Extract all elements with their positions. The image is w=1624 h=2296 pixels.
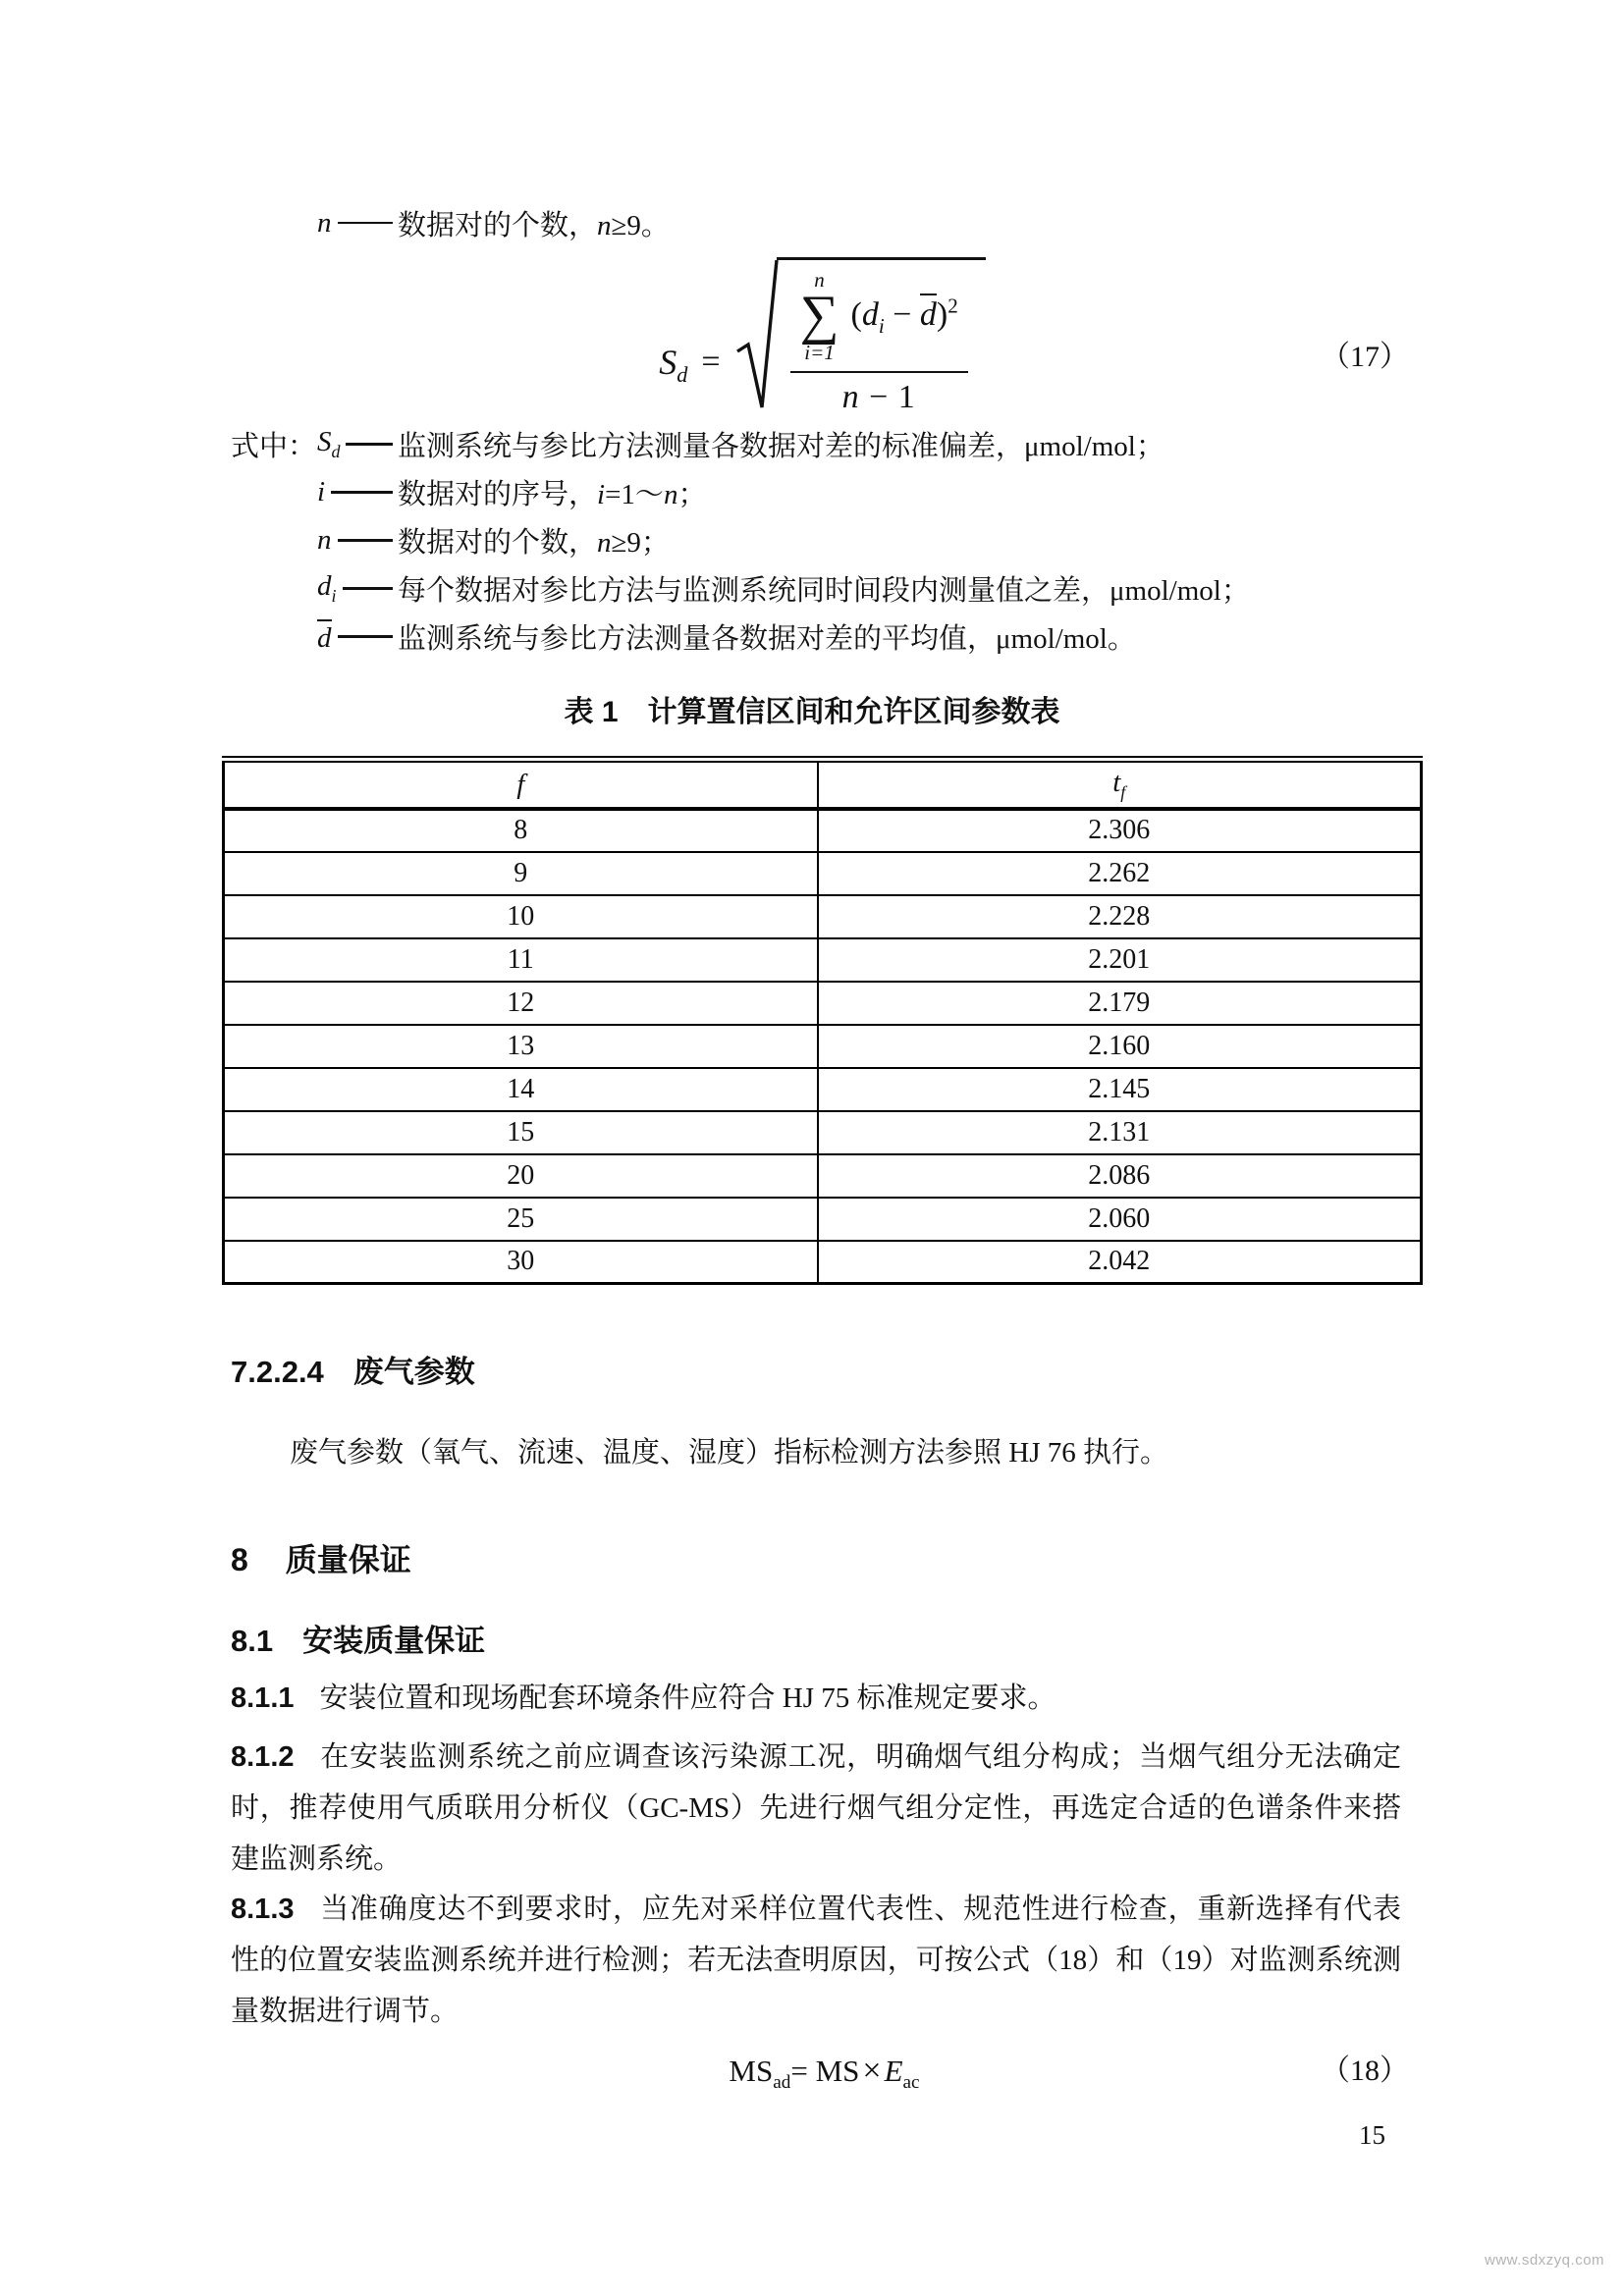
section-number: 8	[231, 1542, 248, 1577]
cell-f: 10	[224, 895, 818, 938]
table-row	[224, 809, 1422, 852]
table-1	[222, 756, 1423, 1285]
cell-tf: 2.228	[818, 895, 1422, 938]
cell-f: 14	[224, 1068, 818, 1111]
definition-lead	[317, 570, 398, 607]
where-row	[231, 516, 1468, 564]
definition-text: 监测系统与参比方法测量各数据对差的平均值，μmol/mol。	[398, 623, 1136, 655]
fraction-denominator: n − 1	[841, 378, 916, 415]
section-title: 安装质量保证	[302, 1624, 486, 1658]
definition-lead	[317, 207, 398, 240]
cell-f: 11	[224, 938, 818, 982]
clause-text: 在安装监测系统之前应调查该污染源工况，明确烟气组分构成；当烟气组分无法确定时，推荐使用气质联用分析仪（GC-MS）先进行烟气组分定性，再选定合适的色谱条件来搭建监测系统。	[231, 1741, 1401, 1875]
column-header-tf: $t_f$	[818, 760, 1422, 809]
cell-tf: 2.201	[818, 938, 1422, 982]
definition-text: 数据对的个数，n≥9。	[398, 209, 670, 241]
table-row	[224, 1154, 1422, 1198]
definition-text: 数据对的序号，i=1～n；	[398, 479, 707, 510]
clause-8-1-1	[231, 1677, 1056, 1720]
clause-8-1-2	[231, 1732, 1401, 1885]
page-number: 15	[1359, 2120, 1385, 2150]
where-row	[231, 468, 1468, 516]
definition-text: 监测系统与参比方法测量各数据对差的标准偏差，μmol/mol；	[398, 431, 1164, 462]
where-row	[231, 564, 1468, 613]
fraction-numerator	[790, 270, 968, 373]
section-title: 废气参数	[352, 1355, 475, 1389]
cell-f: 25	[224, 1198, 818, 1241]
sum-upper-limit: n	[814, 268, 825, 292]
cell-tf: 2.306	[818, 809, 1422, 852]
definition-text: 数据对的个数，n≥9；	[398, 527, 670, 559]
cell-f: 30	[224, 1241, 818, 1284]
clause-text: 当准确度达不到要求时，应先对采样位置代表性、规范性进行检查，重新选择有代表性的位置安装监测系统并进行检测；若无法查明原因，可按公式（18）和（19）对监测系统测量数据进行调节。	[231, 1894, 1401, 2027]
square-root	[734, 257, 986, 416]
radical-sign-icon	[734, 257, 780, 414]
table-row	[224, 1025, 1422, 1068]
squared-term: $(d_i - d)^2$	[850, 294, 958, 339]
cell-f: 20	[224, 1154, 818, 1198]
table-header-row	[224, 760, 1422, 809]
dash-line	[346, 443, 393, 446]
formula-18-body: $MS_{ad}= MS\times E_{ac}$	[729, 2053, 920, 2094]
summation-symbol	[800, 270, 839, 363]
definition-lead	[317, 476, 398, 508]
table-row	[224, 982, 1422, 1025]
fraction	[790, 270, 968, 416]
cell-tf: 2.179	[818, 982, 1422, 1025]
table-body	[224, 809, 1422, 1284]
cell-tf: 2.060	[818, 1198, 1422, 1241]
table-row	[224, 852, 1422, 895]
clause-text: 安装位置和现场配套环境条件应符合 HJ 75 标准规定要求。	[319, 1682, 1056, 1714]
cell-tf: 2.131	[818, 1111, 1422, 1154]
definition-symbol: n	[317, 524, 332, 556]
cell-tf: 2.262	[818, 852, 1422, 895]
sigma-icon: ∑	[799, 285, 839, 346]
radicand	[777, 257, 986, 416]
table-row	[224, 1068, 1422, 1111]
dash-line	[331, 491, 393, 494]
definition-symbol: i	[317, 476, 326, 507]
definition-lead	[317, 619, 398, 655]
formula-number: （18）	[1321, 2055, 1409, 2087]
equals-sign: =	[701, 344, 721, 380]
definition-symbol: n	[317, 206, 332, 239]
table-row	[224, 1198, 1422, 1241]
definition-text: 每个数据对参比方法与监测系统同时间段内测量值之差，μmol/mol；	[398, 575, 1250, 607]
cell-f: 9	[224, 852, 818, 895]
section-number: 8.1	[231, 1624, 274, 1658]
where-row	[231, 420, 1468, 468]
table-row	[224, 1111, 1422, 1154]
cell-f: 8	[224, 809, 818, 852]
cell-tf: 2.042	[818, 1241, 1422, 1284]
cell-f: 13	[224, 1025, 818, 1068]
multiplication-sign: ×	[862, 2053, 882, 2089]
dash-line	[338, 539, 394, 542]
formula-17	[231, 257, 1409, 426]
formula-17-lhs: $S_d$	[659, 343, 688, 388]
where-block	[231, 420, 1468, 661]
where-label: 式中：	[231, 431, 317, 462]
definition-lead	[317, 426, 398, 462]
formula-17-body	[659, 257, 986, 416]
clause-8-1-3	[231, 1884, 1401, 2037]
section-heading-8-1	[231, 1622, 485, 1661]
sum-lower-limit: i=1	[804, 340, 835, 364]
cell-tf: 2.160	[818, 1025, 1422, 1068]
clause-number: 8.1.2	[231, 1741, 295, 1773]
cell-f: 12	[224, 982, 818, 1025]
column-header-f: f	[224, 760, 818, 809]
formula-18	[231, 2048, 1409, 2095]
dash-line	[338, 635, 394, 638]
where-row	[231, 613, 1468, 661]
section-heading-7-2-2-4	[231, 1353, 475, 1392]
table-1-caption: 表 1 计算置信区间和允许区间参数表	[564, 696, 1060, 728]
dash-line	[338, 222, 394, 225]
definition-lead	[317, 524, 398, 557]
section-heading-8	[231, 1539, 411, 1580]
table-row	[224, 895, 1422, 938]
section-number: 7.2.2.4	[231, 1355, 324, 1389]
paragraph-7-2-2-4: 废气参数（氧气、流速、温度、湿度）指标检测方法参照 HJ 76 执行。	[290, 1437, 1168, 1468]
intro-line	[317, 201, 670, 244]
section-title: 质量保证	[285, 1542, 411, 1577]
formula-number: （17）	[1321, 341, 1409, 373]
cell-tf: 2.145	[818, 1068, 1422, 1111]
definition-symbol: $S_d$	[317, 426, 341, 461]
table-row	[224, 938, 1422, 982]
clause-number: 8.1.1	[231, 1682, 295, 1714]
watermark: www.sdxzyq.com	[1485, 2252, 1605, 2269]
cell-f: 15	[224, 1111, 818, 1154]
dash-line	[343, 587, 394, 590]
cell-tf: 2.086	[818, 1154, 1422, 1198]
definition-symbol: d	[317, 619, 332, 655]
clause-number: 8.1.3	[231, 1894, 295, 1925]
definition-symbol: $d_i$	[317, 570, 337, 606]
table-row	[224, 1241, 1422, 1284]
